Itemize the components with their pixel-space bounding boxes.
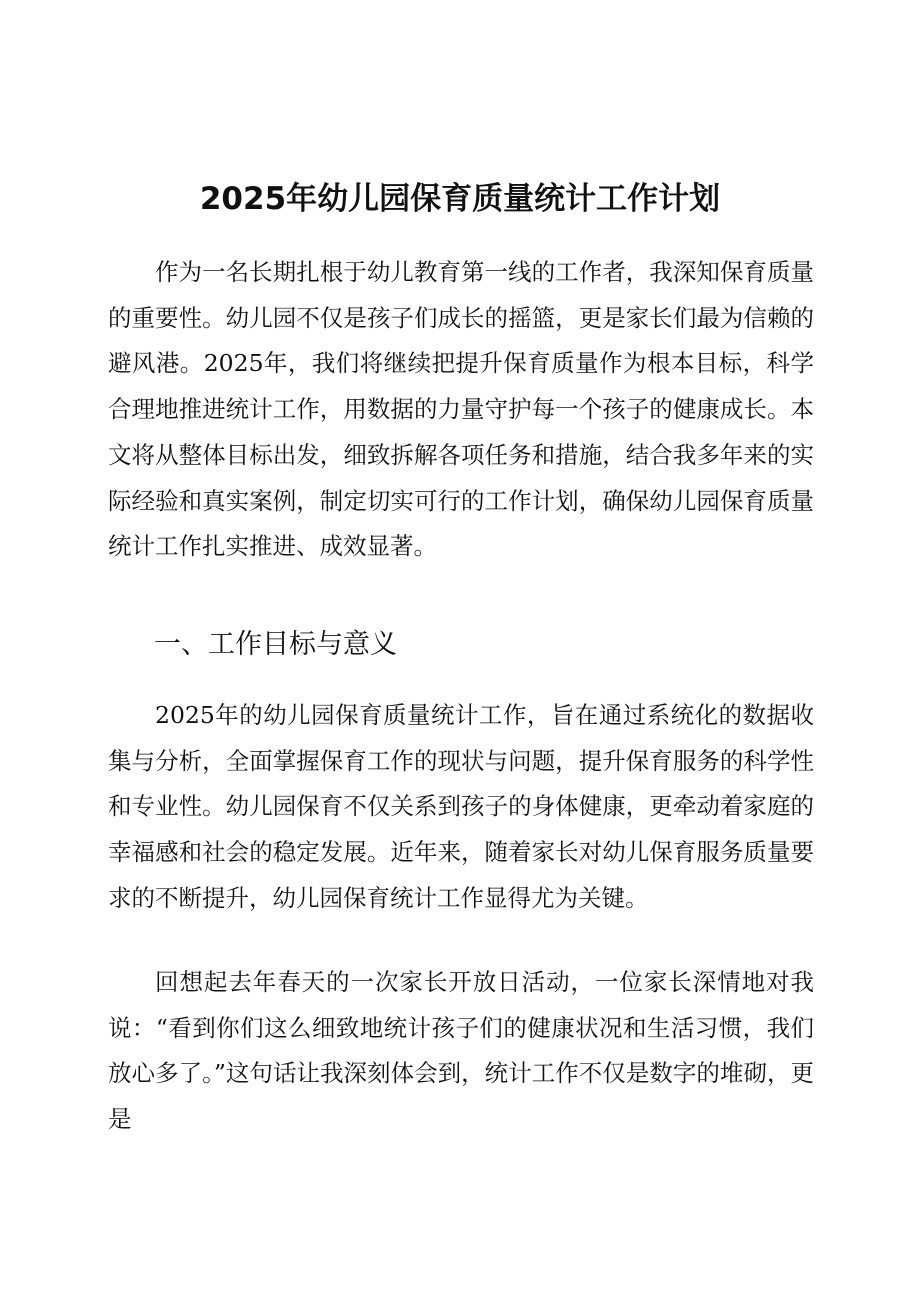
document-title: 2025年幼儿园保育质量统计工作计划: [199, 181, 721, 217]
section-paragraph-2: 回想起去年春天的一次家长开放日活动，一位家长深情地对我说：“看到你们这么细致地统计孩子们的健康状况和生活习惯，我们放心多了。”这句话让我深刻体会到，统计工作不仅是数字的堆砌，更是: [108, 968, 814, 1134]
section-heading-goals: 一、工作目标与意义: [154, 629, 397, 660]
intro-paragraph: 作为一名长期扎根于幼儿教育第一线的工作者，我深知保育质量的重要性。幼儿园不仅是孩子们成长的摇篮，更是家长们最为信赖的避风港。2025年，我们将继续把提升保育质量作为根本目标，科学合理地推进统计工作，用数据的力量守护每一个孩子的健康成长。本文将从整体目标出发，细致拆解各项任务和措施，结合我多年来的实际经验和真实案例，制定切实可行的工作计划，确保幼儿园保育质量统计工作扎实推进、成效显著。: [108, 258, 814, 561]
section-paragraph-1: 2025年的幼儿园保育质量统计工作，旨在通过系统化的数据收集与分析，全面掌握保育工作的现状与问题，提升保育服务的科学性和专业性。幼儿园保育不仅关系到孩子的身体健康，更牵动着家庭的幸福感和社会的稳定发展。近年来，随着家长对幼儿保育服务质量要求的不断提升，幼儿园保育统计工作显得尤为关键。: [108, 701, 814, 912]
